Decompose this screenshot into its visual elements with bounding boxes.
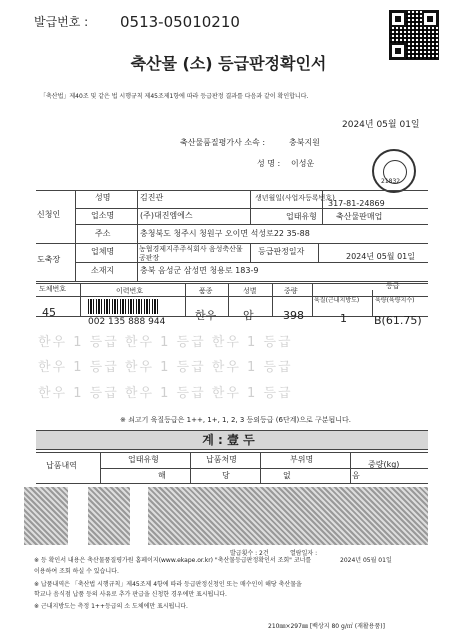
- viewed-date: 2024년 05월 01일: [340, 557, 392, 564]
- yield-grade-value: B(61.75): [374, 314, 422, 327]
- issue-number-label: 발급번호 :: [34, 15, 89, 29]
- delivery-section-label: 납품내역: [46, 461, 77, 470]
- grader-org-label: 축산물품질평가사 소속 :: [180, 138, 266, 147]
- grade-date-label: 등급판정일자: [258, 247, 305, 256]
- watermark-row: 한우 1 등급 한우 1 등급 한우 1 등급: [38, 386, 293, 401]
- issue-date: 2024년 05월 01일: [342, 120, 420, 130]
- weight-value: 398: [283, 309, 304, 322]
- slaughter-location: 충북 음성군 삼성면 청용로 183-9: [140, 266, 259, 275]
- header-grade: 등급: [386, 282, 400, 290]
- biz-type-label: 업태유형: [286, 212, 317, 221]
- address-label: 주소: [95, 229, 111, 238]
- footer-note: ※ 근내지방도는 측정 1++등급의 소 도체에만 표시됩니다.: [34, 603, 188, 610]
- applicant-section-label: 신청인: [37, 210, 61, 219]
- issue-number: 0513-05010210: [120, 13, 240, 31]
- header-carcass-no: 도체번호: [39, 285, 67, 293]
- qr-code: [389, 10, 439, 60]
- footer-note: 학교나 음식점 납품 등의 사유로 추가 판급을 신청한 경우에만 표시됩니다.: [34, 591, 227, 598]
- delivery-cell: 없: [283, 471, 291, 480]
- header-sex: 성별: [243, 287, 257, 295]
- delivery-header-biz-type: 업태유형: [128, 455, 159, 464]
- delivery-cell: 해: [158, 471, 166, 480]
- watermark-row: 한우 1 등급 한우 1 등급 한우 1 등급: [38, 360, 293, 375]
- delivery-header-part: 부위명: [290, 455, 314, 464]
- grader-org: 충북지원: [289, 138, 320, 147]
- grader-name-label: 성 명 :: [257, 159, 281, 168]
- footer-note: ※ 등 확인서 내용은 축산물품질평가원 홈페이지(www.ekape.or.kr) "축산물등급판정확인서 조회" 코너를: [34, 557, 312, 564]
- issue-count: 발급횟수 : 2건: [230, 550, 269, 557]
- paper-size: 210㎜×297㎜ [백상지 80 g/㎡ (재활용품)]: [268, 623, 385, 630]
- header-trace-no: 이력번호: [116, 287, 144, 295]
- delivery-header-weight: 중량(kg): [368, 460, 400, 469]
- intro-text: 「축산법」제40조 및 같은 법 시행규칙 제45조제1항에 따라 등급판정 결과를 다음과 같이 확인합니다.: [40, 93, 309, 100]
- grade-note: ※ 쇠고기 육질등급은 1++, 1+, 1, 2, 3 등외등급 (6단계)으로 구분됩니다.: [120, 416, 352, 424]
- birth-label: 생년월일(사업자등록번호): [255, 194, 335, 202]
- company-name: (주)대진엠에스: [140, 211, 193, 220]
- delivery-cell: 당: [222, 471, 230, 480]
- header-yield-grade: 육량(육량지수): [375, 297, 415, 304]
- breed-value: 한우: [195, 309, 217, 322]
- viewed-label: 열람일자 :: [290, 550, 318, 557]
- slaughter-name: 농협경제지주주식회사 음성축산물공판장: [139, 245, 243, 262]
- footer-note: ※ 납품내역은 「축산법 시행규칙」제45조제 4항에 따라 등급판정신청인 또는 매수인이 해당 축산물을: [34, 581, 302, 588]
- header-weight: 중량: [284, 287, 298, 295]
- header-quality-grade: 육질(근내지방도): [314, 297, 360, 304]
- carcass-photo-3: [148, 487, 428, 545]
- grade-date: 2024년 05월 01일: [346, 252, 415, 261]
- company-label: 업소명: [91, 211, 115, 220]
- quality-grade-value: 1: [340, 312, 347, 325]
- total-label: 계 : 壹 두: [202, 433, 255, 447]
- trace-number: 002 135 888 944: [88, 317, 166, 327]
- delivery-header-recipient: 납품처명: [206, 455, 237, 464]
- slaughter-location-label: 소재지: [91, 266, 115, 275]
- applicant-name: 김진관: [140, 193, 164, 202]
- official-seal: 21832: [372, 149, 416, 193]
- carcass-number: 45: [42, 306, 56, 319]
- biz-type: 축산물판매업: [336, 212, 383, 221]
- document-title: 축산물 (소) 등급판정확인서: [130, 54, 327, 73]
- slaughter-name-label: 업체명: [91, 247, 115, 256]
- grader-name: 이성운: [291, 159, 315, 168]
- address: 충청북도 청주시 청원구 오이면 석성로22 35-88: [140, 229, 310, 238]
- birth-value: 317-81-24869: [328, 199, 385, 208]
- trace-barcode: [88, 299, 160, 314]
- footer-note: 이용하여 조회 하실 수 있습니다.: [34, 568, 119, 575]
- header-breed: 품종: [199, 287, 213, 295]
- applicant-name-label: 성명: [95, 193, 111, 202]
- sex-value: 암: [243, 309, 254, 322]
- slaughter-section-label: 도축장: [37, 255, 61, 264]
- carcass-photo-1: [24, 487, 68, 545]
- watermark-row: 한우 1 등급 한우 1 등급 한우 1 등급: [38, 335, 293, 350]
- carcass-photo-2: [88, 487, 130, 545]
- delivery-cell: 음: [352, 471, 360, 480]
